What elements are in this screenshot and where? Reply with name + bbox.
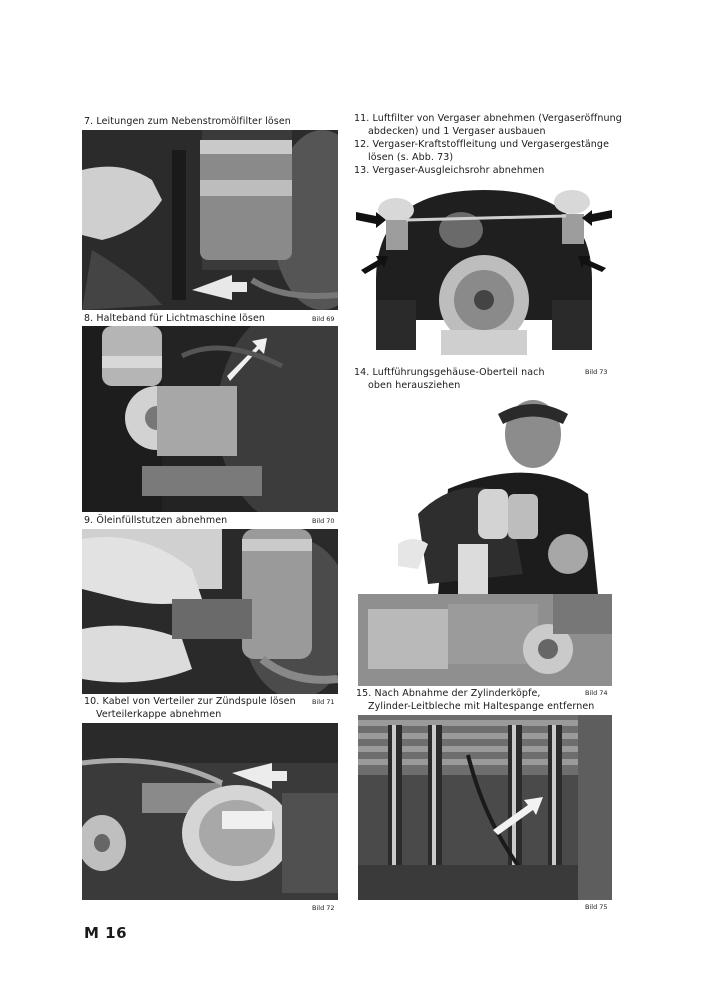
step-15-caption-line-1: 15. Nach Abnahme der Zylinderköpfe, <box>356 688 541 699</box>
step-8-caption: 8. Halteband für Lichtmaschine lösen <box>84 313 266 324</box>
bild-69-label: Bild 69 <box>312 315 335 323</box>
bild-75-label: Bild 75 <box>585 903 608 911</box>
step-14-caption-line-1: 14. Luftführungsgehäuse-Oberteil nach <box>354 367 545 378</box>
step-15-caption-line-2: Zylinder-Leitbleche mit Haltespange entfernen <box>368 701 595 712</box>
bild-74-label: Bild 74 <box>585 689 608 697</box>
step-7-caption: 7. Leitungen zum Nebenstromölfilter lösen <box>84 116 291 127</box>
step-10-caption-line-1: 10. Kabel von Verteiler zur Zündspule lösen <box>84 696 296 707</box>
bild-73-label: Bild 73 <box>585 368 608 376</box>
step-9-caption: 9. Öleinfüllstutzen abnehmen <box>84 515 228 526</box>
photo-bild-71 <box>82 529 338 694</box>
step-13-caption: 13. Vergaser-Ausgleichsrohr abnehmen <box>354 165 545 176</box>
photo-bild-75 <box>358 715 612 900</box>
step-12-caption-line-1: 12. Vergaser-Kraftstoffleitung und Vergasergestänge <box>354 139 610 150</box>
step-11-caption-line-2: abdecken) und 1 Vergaser ausbauen <box>368 126 546 137</box>
page-number: M 16 <box>84 924 128 942</box>
bild-72-label: Bild 72 <box>312 904 335 912</box>
step-14-caption-line-2: oben herausziehen <box>368 380 461 391</box>
photo-bild-73 <box>356 180 612 360</box>
step-10-caption-line-2: Verteilerkappe abnehmen <box>96 709 222 720</box>
step-12-caption-line-2: lösen (s. Abb. 73) <box>368 152 454 163</box>
photo-bild-74 <box>358 394 612 686</box>
photo-bild-70 <box>82 326 338 512</box>
bild-70-label: Bild 70 <box>312 517 335 525</box>
photo-bild-72 <box>82 723 338 900</box>
photo-bild-69 <box>82 130 338 310</box>
step-11-caption-line-1: 11. Luftfilter von Vergaser abnehmen (Vergaseröffnung <box>354 113 622 124</box>
bild-71-label: Bild 71 <box>312 698 335 706</box>
